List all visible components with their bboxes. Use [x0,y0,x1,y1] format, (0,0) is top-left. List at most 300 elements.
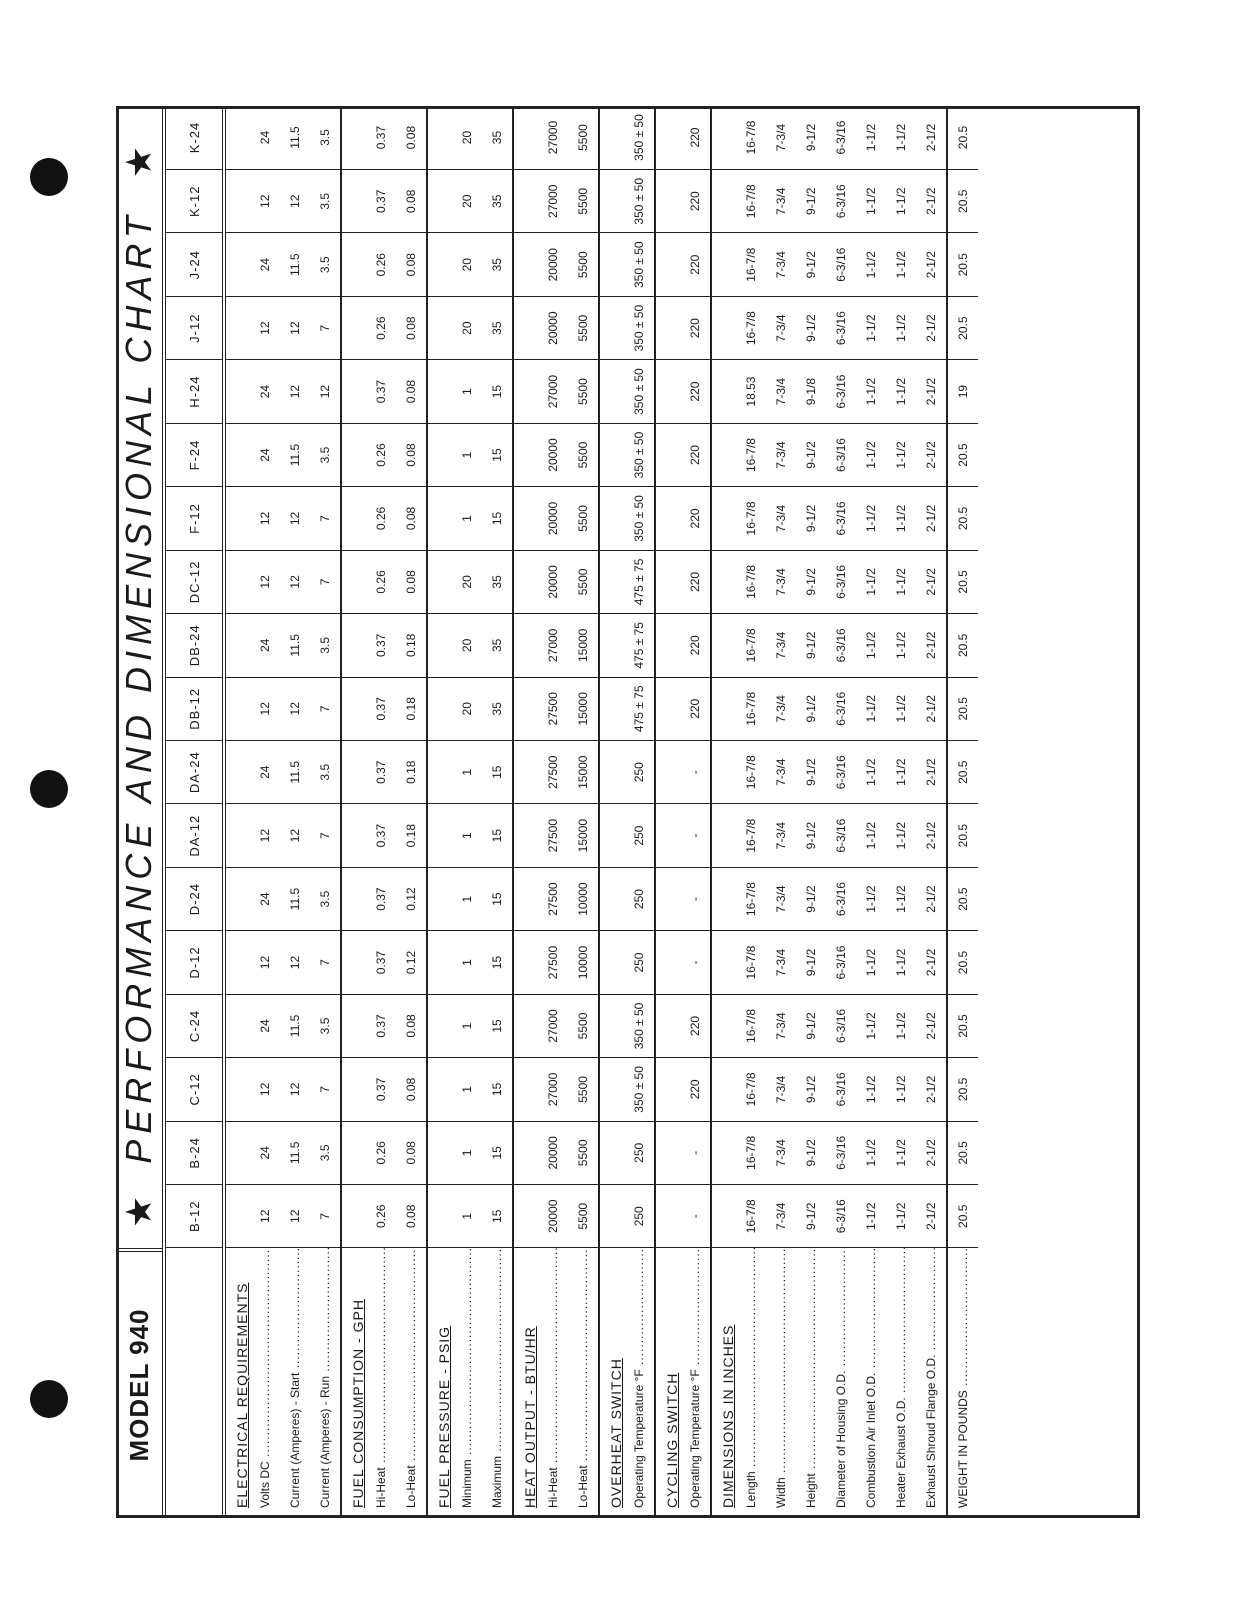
table-cell: 1-1/2 [856,994,886,1057]
table-cell: 0.37 [366,170,396,233]
table-cell: 0.08 [396,994,427,1057]
table-cell: 0.12 [396,931,427,994]
table-cell: 20000 [538,1121,568,1184]
table-row [766,106,796,1518]
table-cell: 9-1/2 [796,1185,826,1248]
table-cell: 1-1/2 [886,867,916,930]
column-header: F-12 [166,487,224,550]
column-header: D-12 [166,931,224,994]
table-cell: 9-1/2 [796,296,826,359]
table-cell: 27500 [538,931,568,994]
table-cell: 20.5 [947,106,978,170]
table-cell: - [680,1185,711,1248]
table-cell: 220 [680,1058,711,1121]
table-cell: 3.5 [310,170,341,233]
table-cell: 0.26 [366,296,396,359]
table-cell: 2-1/2 [916,423,947,486]
table-cell: 3.5 [310,423,341,486]
section-title: HEAT OUTPUT - BTU/HR [522,1326,538,1508]
section-header-row [224,106,250,1518]
table-cell: 350 ± 50 [624,994,655,1057]
table-cell: 0.26 [366,1121,396,1184]
table-cell: 10000 [568,867,599,930]
table-cell: 20.5 [947,867,978,930]
table-cell: 1-1/2 [856,170,886,233]
table-cell: 1-1/2 [886,804,916,867]
column-header: F-24 [166,423,224,486]
table-cell: 1-1/2 [856,614,886,677]
table-cell: 10000 [568,931,599,994]
section-title: FUEL CONSUMPTION - GPH [350,1299,366,1508]
table-cell: 6-3/16 [826,487,856,550]
table-cell: 1-1/2 [886,1121,916,1184]
table-cell: 220 [680,233,711,296]
table-cell: 35 [482,550,513,613]
table-cell: 18.53 [736,360,766,423]
table-cell: 7-3/4 [766,360,796,423]
table-cell: 5500 [568,170,599,233]
table-cell: 0.08 [396,106,427,170]
table-row [796,106,826,1518]
table-cell: 27500 [538,677,568,740]
table-cell: 6-3/16 [826,423,856,486]
table-cell: 9-1/2 [796,106,826,170]
table-cell: 9-1/2 [796,550,826,613]
column-header: DC-12 [166,550,224,613]
table-cell: 5500 [568,1058,599,1121]
table-cell: 0.26 [366,1185,396,1248]
table-cell: 20.5 [947,614,978,677]
table-row [310,106,341,1518]
table-cell: 6-3/16 [826,106,856,170]
table-cell: 1-1/2 [886,233,916,296]
table-cell: 12 [250,550,280,613]
table-cell: 15 [482,931,513,994]
table-cell: 16-7/8 [736,994,766,1057]
table-cell: 20.5 [947,423,978,486]
table-cell: 7-3/4 [766,1058,796,1121]
table-cell: 27000 [538,170,568,233]
table-cell: 11.5 [280,233,310,296]
table-cell: 9-1/2 [796,931,826,994]
section-header-row [599,106,624,1518]
table-row [250,106,280,1518]
table-cell: 2-1/2 [916,741,947,804]
table-cell: 20000 [538,1185,568,1248]
table-cell: 6-3/16 [826,1121,856,1184]
table-cell: 350 ± 50 [624,233,655,296]
performance-table [166,106,978,1518]
table-cell: 0.37 [366,804,396,867]
section-header-row [513,106,538,1518]
table-cell: 5500 [568,550,599,613]
table-cell: 6-3/16 [826,550,856,613]
table-cell: 6-3/16 [826,867,856,930]
table-cell: 5500 [568,994,599,1057]
table-cell: 24 [250,360,280,423]
section-title: DIMENSIONS IN INCHES [720,1324,736,1508]
table-cell: 0.08 [396,233,427,296]
table-cell: 11.5 [280,106,310,170]
table-cell: 2-1/2 [916,804,947,867]
table-cell: 250 [624,1121,655,1184]
table-cell: 1-1/2 [856,1121,886,1184]
table-cell: 2-1/2 [916,360,947,423]
table-cell: 350 ± 50 [624,423,655,486]
table-cell: 20.5 [947,487,978,550]
table-cell: 24 [250,423,280,486]
table-row [736,106,766,1518]
table-row [826,106,856,1518]
table-cell: 1-1/2 [856,550,886,613]
table-cell: 0.37 [366,614,396,677]
table-cell: 1-1/2 [886,1185,916,1248]
table-cell: 24 [250,741,280,804]
table-cell: 2-1/2 [916,550,947,613]
section-header-row [711,106,736,1518]
table-cell: 9-1/2 [796,677,826,740]
table-cell: 16-7/8 [736,170,766,233]
table-cell: 15000 [568,677,599,740]
star-icon: ★ [118,146,159,179]
table-cell: 7 [310,804,341,867]
column-header: J-12 [166,296,224,359]
table-cell: 16-7/8 [736,804,766,867]
table-cell: 15000 [568,804,599,867]
row-label: Hi-Heat [546,1467,560,1508]
table-cell: 20000 [538,550,568,613]
table-cell: 0.26 [366,550,396,613]
table-cell: 15 [482,1058,513,1121]
title-bar [116,106,166,1518]
table-cell: 12 [310,360,341,423]
table-cell: 5500 [568,360,599,423]
table-cell: 6-3/16 [826,360,856,423]
table-cell: 6-3/16 [826,170,856,233]
column-header: DB-24 [166,614,224,677]
table-cell: 12 [250,677,280,740]
table-cell: 7-3/4 [766,487,796,550]
table-cell: 1-1/2 [856,741,886,804]
table-cell: 20000 [538,296,568,359]
table-cell: 1 [452,487,482,550]
table-cell: 6-3/16 [826,233,856,296]
table-cell: 24 [250,614,280,677]
table-cell: 16-7/8 [736,614,766,677]
table-cell: 1-1/2 [856,360,886,423]
table-cell: 2-1/2 [916,233,947,296]
table-cell: 9-1/2 [796,423,826,486]
table-cell: 35 [482,296,513,359]
table-cell: 7 [310,487,341,550]
table-cell: 7-3/4 [766,994,796,1057]
table-row [886,106,916,1518]
table-cell: 16-7/8 [736,1058,766,1121]
table-cell: 5500 [568,487,599,550]
table-cell: 1-1/2 [886,614,916,677]
table-cell: 15 [482,360,513,423]
table-cell: 2-1/2 [916,1058,947,1121]
section-title: FUEL PRESSURE - PSIG [436,1325,452,1508]
table-cell: 0.18 [396,741,427,804]
chart-sheet [116,106,1140,1518]
table-cell: 1-1/2 [856,677,886,740]
table-cell: 20.5 [947,1058,978,1121]
table-cell: 9-1/2 [796,614,826,677]
table-cell: 7 [310,677,341,740]
table-row [538,106,568,1518]
table-cell: 12 [250,296,280,359]
table-cell: 9-1/2 [796,1058,826,1121]
row-label: Current (Amperes) - Start [288,1372,302,1508]
table-cell: 3.5 [310,233,341,296]
table-cell: 2-1/2 [916,867,947,930]
table-cell: 16-7/8 [736,677,766,740]
table-cell: 20.5 [947,804,978,867]
table-cell: 220 [680,994,711,1057]
table-cell: 12 [250,804,280,867]
table-cell: 350 ± 50 [624,106,655,170]
table-cell: 0.37 [366,677,396,740]
table-cell: 24 [250,994,280,1057]
table-cell: 16-7/8 [736,1121,766,1184]
table-cell: 12 [280,931,310,994]
table-cell: 20.5 [947,296,978,359]
table-cell: 1-1/2 [856,106,886,170]
table-cell: 2-1/2 [916,170,947,233]
table-cell: 7-3/4 [766,233,796,296]
table-cell: 1-1/2 [856,931,886,994]
table-cell: 1 [452,1058,482,1121]
table-cell: 475 ± 75 [624,614,655,677]
row-label: Exhaust Shroud Flange O.D. [924,1354,938,1508]
table-cell: - [680,741,711,804]
section-header-row [427,106,452,1518]
table-cell: 250 [624,931,655,994]
table-cell: 11.5 [280,1121,310,1184]
table-cell: 20.5 [947,233,978,296]
table-cell: 0.26 [366,423,396,486]
table-cell: 2-1/2 [916,487,947,550]
table-cell: 1-1/2 [886,360,916,423]
table-cell: 27000 [538,994,568,1057]
table-cell: 3.5 [310,994,341,1057]
table-cell: 1 [452,867,482,930]
table-cell: 220 [680,614,711,677]
table-cell: 9-1/2 [796,487,826,550]
table-cell: 20 [452,614,482,677]
table-cell: 7-3/4 [766,931,796,994]
table-cell: 220 [680,423,711,486]
table-row [396,106,427,1518]
table-cell: 15 [482,867,513,930]
table-cell: 15 [482,994,513,1057]
table-cell: 1 [452,423,482,486]
table-cell: 0.26 [366,233,396,296]
table-row [452,106,482,1518]
table-cell: 7-3/4 [766,741,796,804]
table-cell: 12 [280,487,310,550]
table-cell: 220 [680,487,711,550]
table-cell: 0.37 [366,994,396,1057]
table-cell: 0.37 [366,741,396,804]
table-cell: 27000 [538,106,568,170]
table-row [947,106,978,1518]
table-cell: 35 [482,677,513,740]
table-cell: 16-7/8 [736,423,766,486]
table-cell: 350 ± 50 [624,1058,655,1121]
table-cell: 9-1/2 [796,741,826,804]
table-cell: 0.08 [396,1121,427,1184]
table-cell: 20.5 [947,550,978,613]
column-header: C-24 [166,994,224,1057]
table-cell: 16-7/8 [736,931,766,994]
column-header: H-24 [166,360,224,423]
table-cell: 20.5 [947,170,978,233]
table-cell: 350 ± 50 [624,296,655,359]
table-cell: 5500 [568,1185,599,1248]
table-cell: 24 [250,867,280,930]
table-cell: 1-1/2 [856,296,886,359]
table-cell: 1-1/2 [886,423,916,486]
table-cell: 1-1/2 [856,233,886,296]
table-cell: 0.18 [396,804,427,867]
table-cell: 9-1/2 [796,804,826,867]
title-area [118,106,160,1248]
table-cell: 7-3/4 [766,677,796,740]
table-cell: 7-3/4 [766,1121,796,1184]
table-cell: 6-3/16 [826,1058,856,1121]
table-cell: 6-3/16 [826,614,856,677]
column-header: K-24 [166,106,224,170]
table-cell: 35 [482,106,513,170]
table-cell: 220 [680,360,711,423]
table-cell: 5500 [568,106,599,170]
table-cell: 5500 [568,233,599,296]
column-header: B-24 [166,1121,224,1184]
table-cell: 0.08 [396,296,427,359]
table-cell: 27500 [538,741,568,804]
table-row [916,106,947,1518]
table-cell: 9-1/8 [796,360,826,423]
table-cell: 1-1/2 [856,804,886,867]
table-cell: 20000 [538,487,568,550]
table-cell: 1 [452,931,482,994]
table-cell: 35 [482,233,513,296]
row-label: Heater Exhaust O.D. [894,1397,908,1508]
table-cell: - [680,804,711,867]
table-cell: 6-3/16 [826,741,856,804]
row-label: Width [774,1477,788,1508]
column-header: DA-12 [166,804,224,867]
table-cell: 475 ± 75 [624,550,655,613]
row-label: Combustion Air Inlet O.D. [864,1372,878,1508]
table-cell: 2-1/2 [916,614,947,677]
table-cell: 2-1/2 [916,296,947,359]
section-header-row [655,106,680,1518]
row-label: Lo-Heat [404,1465,418,1508]
table-cell: 0.08 [396,170,427,233]
row-label: Minimum [460,1459,474,1508]
table-cell: 12 [280,360,310,423]
table-cell: 1 [452,360,482,423]
table-cell: 20000 [538,423,568,486]
table-cell: 7-3/4 [766,614,796,677]
table-cell: 7-3/4 [766,106,796,170]
table-cell: 7-3/4 [766,550,796,613]
row-label: Lo-Heat [576,1465,590,1508]
row-label: Hi-Heat [374,1467,388,1508]
table-cell: 7 [310,550,341,613]
column-header: K-12 [166,170,224,233]
table-cell: 16-7/8 [736,867,766,930]
table-cell: 1-1/2 [856,867,886,930]
table-cell: 24 [250,1121,280,1184]
table-cell: 16-7/8 [736,106,766,170]
table-cell: 1-1/2 [886,487,916,550]
column-header: DB-12 [166,677,224,740]
table-cell: 20 [452,106,482,170]
table-cell: 9-1/2 [796,170,826,233]
table-cell: 15 [482,1121,513,1184]
table-cell: 12 [280,1185,310,1248]
table-cell: 3.5 [310,614,341,677]
table-cell: 0.37 [366,931,396,994]
table-cell: 250 [624,1185,655,1248]
table-cell: 12 [250,1058,280,1121]
table-cell: 7 [310,931,341,994]
table-cell: 15000 [568,741,599,804]
table-cell: 3.5 [310,741,341,804]
table-row [680,106,711,1518]
row-label: WEIGHT IN POUNDS [956,1390,970,1508]
section-title: ELECTRICAL REQUIREMENTS [234,1282,250,1508]
table-row [366,106,396,1518]
table-cell: - [680,867,711,930]
table-cell: 1-1/2 [886,296,916,359]
table-cell: 0.08 [396,1058,427,1121]
table-cell: 0.08 [396,550,427,613]
column-header: J-24 [166,233,224,296]
table-cell: 12 [250,170,280,233]
table-cell: 27000 [538,360,568,423]
table-cell: 20.5 [947,994,978,1057]
table-cell: 11.5 [280,741,310,804]
table-cell: 16-7/8 [736,741,766,804]
header-spacer [166,1248,224,1518]
table-cell: 11.5 [280,423,310,486]
table-cell: 12 [280,296,310,359]
table-cell: 20.5 [947,931,978,994]
table-cell: 1-1/2 [886,994,916,1057]
table-cell: 1-1/2 [886,106,916,170]
table-cell: 12 [280,550,310,613]
table-cell: 1-1/2 [886,741,916,804]
table-cell: 1-1/2 [886,1058,916,1121]
binder-hole-3 [30,1380,68,1418]
table-cell: 24 [250,106,280,170]
table-cell: 7 [310,1058,341,1121]
table-cell: 5500 [568,1121,599,1184]
table-cell: 12 [280,677,310,740]
table-cell: 6-3/16 [826,677,856,740]
table-cell: 1-1/2 [886,550,916,613]
table-cell: 1-1/2 [856,1185,886,1248]
table-cell: 1 [452,994,482,1057]
table-cell: 11.5 [280,994,310,1057]
table-cell: 7-3/4 [766,170,796,233]
table-cell: 35 [482,170,513,233]
